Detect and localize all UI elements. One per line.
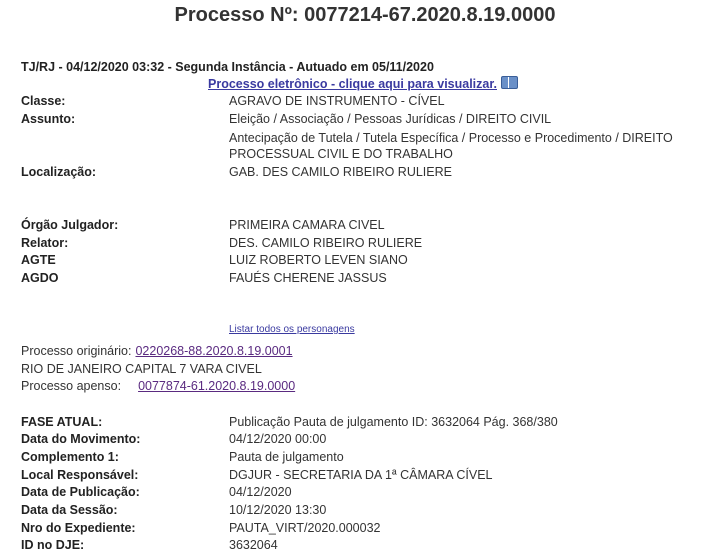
originario-label: Processo originário: bbox=[21, 344, 132, 358]
local-responsavel-value: DGJUR - SECRETARIA DA 1ª CÂMARA CÍVEL bbox=[229, 468, 493, 482]
agte-value: LUIZ ROBERTO LEVEN SIANO bbox=[229, 253, 408, 267]
electronic-process-link-label[interactable]: Processo eletrônico - clique aqui para visualizar. bbox=[208, 77, 497, 91]
localizacao-value: GAB. DES CAMILO RIBEIRO RULIERE bbox=[229, 165, 452, 179]
apenso-label: Processo apenso: bbox=[21, 379, 122, 393]
assunto-value-1: Eleição / Associação / Pessoas Jurídicas / DIREITO CIVIL bbox=[229, 112, 552, 126]
processo-originario-row bbox=[21, 344, 293, 358]
classe-value: AGRAVO DE INSTRUMENTO - CÍVEL bbox=[229, 94, 445, 108]
id-dje-value: 3632064 bbox=[229, 538, 278, 552]
data-publicacao-label: Data de Publicação: bbox=[21, 485, 140, 499]
process-header: TJ/RJ - 04/12/2020 03:32 - Segunda Instância - Autuado em 05/11/2020 bbox=[21, 60, 434, 74]
processo-apenso-row bbox=[21, 379, 295, 393]
fase-atual-value: Publicação Pauta de julgamento ID: 3632064 Pág. 368/380 bbox=[229, 415, 558, 429]
orgao-label: Órgão Julgador: bbox=[21, 218, 119, 232]
localizacao-label: Localização: bbox=[21, 165, 97, 179]
comarca-text: RIO DE JANEIRO CAPITAL 7 VARA CIVEL bbox=[21, 362, 262, 376]
relator-label: Relator: bbox=[21, 236, 69, 250]
assunto-label: Assunto: bbox=[21, 112, 76, 126]
data-publicacao-value: 04/12/2020 bbox=[229, 485, 292, 499]
id-dje-label: ID no DJE: bbox=[21, 538, 85, 552]
agdo-value: FAUÉS CHERENE JASSUS bbox=[229, 271, 387, 285]
originario-link[interactable]: 0220268-88.2020.8.19.0001 bbox=[135, 344, 293, 358]
complemento-value: Pauta de julgamento bbox=[229, 450, 344, 464]
agdo-label: AGDO bbox=[21, 271, 59, 285]
agte-label: AGTE bbox=[21, 253, 56, 267]
local-responsavel-label: Local Responsável: bbox=[21, 468, 139, 482]
orgao-value: PRIMEIRA CAMARA CIVEL bbox=[229, 218, 385, 232]
book-icon[interactable] bbox=[501, 76, 518, 89]
page-title: Processo Nº: 0077214-67.2020.8.19.0000 bbox=[174, 4, 556, 26]
complemento-label: Complemento 1: bbox=[21, 450, 119, 464]
data-movimento-label: Data do Movimento: bbox=[21, 432, 141, 446]
assunto-value-2: Antecipação de Tutela / Tutela Específica / Processo e Procedimento / DIREITO PROCESSUAL CIVIL E DO TRABALHO bbox=[229, 131, 673, 161]
data-sessao-label: Data da Sessão: bbox=[21, 503, 118, 517]
data-movimento-value: 04/12/2020 00:00 bbox=[229, 432, 327, 446]
electronic-process-link[interactable] bbox=[208, 76, 518, 91]
relator-value: DES. CAMILO RIBEIRO RULIERE bbox=[229, 236, 423, 250]
list-personagens-link[interactable]: Listar todos os personagens bbox=[229, 324, 355, 335]
apenso-link[interactable]: 0077874-61.2020.8.19.0000 bbox=[138, 379, 296, 393]
data-sessao-value: 10/12/2020 13:30 bbox=[229, 503, 327, 517]
expediente-label: Nro do Expediente: bbox=[21, 521, 136, 535]
expediente-value: PAUTA_VIRT/2020.000032 bbox=[229, 521, 381, 535]
classe-label: Classe: bbox=[21, 94, 66, 108]
fase-atual-label: FASE ATUAL: bbox=[21, 415, 103, 429]
